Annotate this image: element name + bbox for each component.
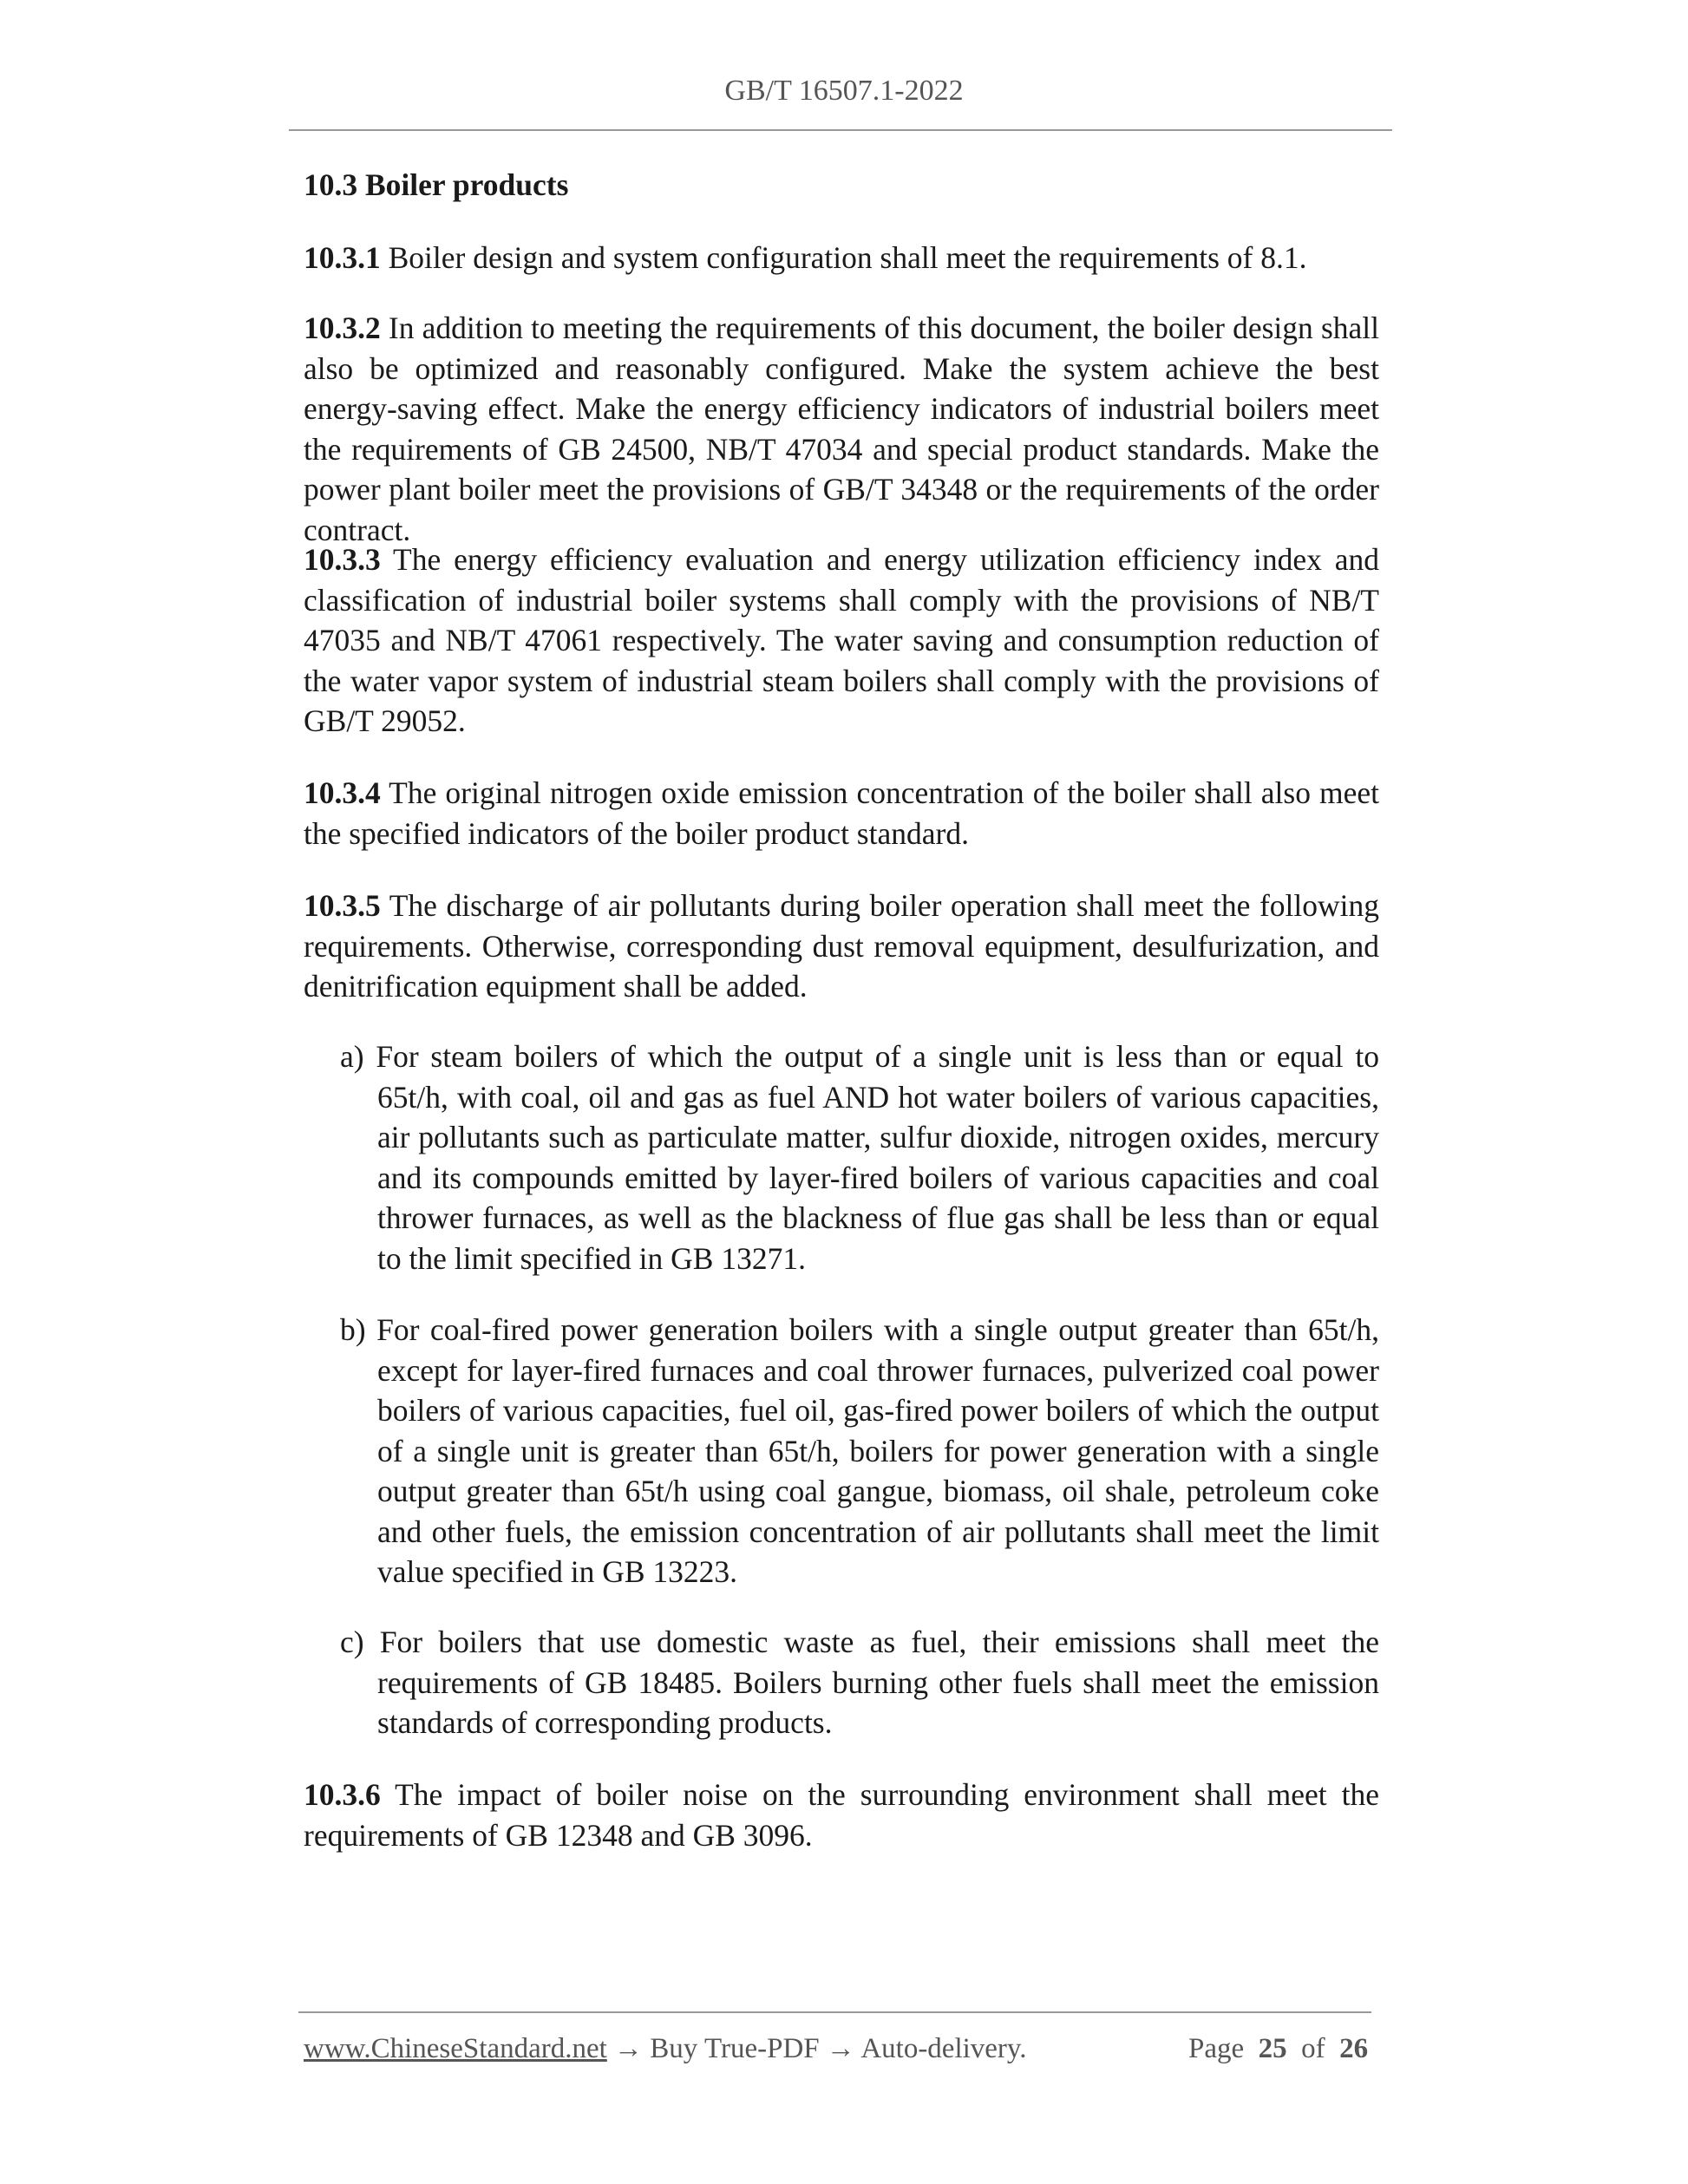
clause-number: 10.3.5 xyxy=(304,888,381,923)
list-marker: c) xyxy=(340,1625,364,1659)
clause-text: In addition to meeting the requirements of this document, the boiler design shall also be optimized and reasonably configured. Make the system achieve the best energy-saving effect. Make the energy efficiency indicators of industrial boilers meet the requirements of GB 24500, NB/T 47034 and special product standards. Make the power plant boiler meet the provisions of GB/T 34348 or the requirements of the order contract. xyxy=(304,311,1379,547)
arrow-right-icon: → xyxy=(826,2033,855,2064)
clause-10-3-2 xyxy=(304,308,1379,550)
footer-promo xyxy=(304,2033,1027,2065)
total-pages: 26 xyxy=(1339,2033,1369,2064)
website-link[interactable]: www.ChineseStandard.net xyxy=(304,2033,607,2064)
clause-10-3-5 xyxy=(304,886,1379,1007)
current-page: 25 xyxy=(1258,2033,1287,2064)
clause-number: 10.3.1 xyxy=(304,240,381,275)
clause-text: The energy efficiency evaluation and energy utilization efficiency index and classification of industrial boiler systems shall comply with the provisions of NB/T 47035 and NB/T 47061 respectively. The water saving and consumption reduction of the water vapor system of industrial steam boilers shall comply with the provisions of GB/T 29052. xyxy=(304,542,1380,738)
header-divider xyxy=(289,129,1392,131)
list-marker: b) xyxy=(340,1312,366,1347)
clause-number: 10.3.4 xyxy=(304,775,381,810)
clause-number: 10.3.6 xyxy=(304,1777,381,1812)
document-header: GB/T 16507.1-2022 xyxy=(724,75,964,107)
clause-number: 10.3.2 xyxy=(304,311,381,345)
list-text: For boilers that use domestic waste as fuel, their emissions shall meet the requirements of GB 18485. Boilers burning other fuels shall meet the emission standards of corresponding products. xyxy=(377,1625,1379,1740)
list-text: For steam boilers of which the output of a single unit is less than or equal to 65t/h, with coal, oil and gas as fuel AND hot water boilers of various capacities, air pollutants such as particulate matter, sulfur dioxide, nitrogen oxides, mercury and its compounds emitted by layer-fired boilers of various capacities and coal thrower furnaces, as well as the blackness of flue gas shall be less than or equal to the limit specified in GB 13271. xyxy=(376,1039,1380,1276)
page-label: Page xyxy=(1188,2033,1245,2064)
buy-text: Buy True-PDF xyxy=(650,2033,820,2064)
clause-text: The discharge of air pollutants during boiler operation shall meet the following requirements. Otherwise, corresponding dust removal equipment, desulfurization, and denitrification equipment shall be added. xyxy=(304,888,1379,1004)
list-item-a xyxy=(340,1036,1379,1278)
clause-text: The original nitrogen oxide emission concentration of the boiler shall also meet the specified indicators of the boiler product standard. xyxy=(304,775,1379,851)
clause-text: Boiler design and system configuration shall meet the requirements of 8.1. xyxy=(388,240,1307,275)
section-title: 10.3 Boiler products xyxy=(304,167,569,202)
of-label: of xyxy=(1301,2033,1325,2064)
clause-10-3-6 xyxy=(304,1775,1379,1855)
clause-10-3-3 xyxy=(304,539,1379,742)
list-text: For coal-fired power generation boilers with a single output greater than 65t/h, except for layer-fired furnaces and coal thrower furnaces, pulverized coal power boilers of various capacities, fuel oil, gas-fired power boilers of which the output of a single unit is greater than 65t/h, boilers for power generation with a single output greater than 65t/h using coal gangue, biomass, oil shale, petroleum coke and other fuels, the emission concentration of air pollutants shall meet the limit value specified in GB 13223. xyxy=(376,1312,1379,1589)
list-marker: a) xyxy=(340,1039,364,1074)
clause-10-3-1 xyxy=(304,238,1379,278)
delivery-text: Auto-delivery. xyxy=(860,2033,1027,2064)
footer-divider xyxy=(298,2011,1371,2013)
list-item-c xyxy=(340,1622,1379,1743)
clause-number: 10.3.3 xyxy=(304,542,381,577)
clause-text: The impact of boiler noise on the surrounding environment shall meet the requirements of GB 12348 and GB 3096. xyxy=(304,1777,1379,1853)
arrow-right-icon: → xyxy=(614,2033,644,2064)
page-number xyxy=(1188,2033,1368,2065)
clause-10-3-4 xyxy=(304,773,1379,853)
list-item-b xyxy=(340,1310,1379,1592)
